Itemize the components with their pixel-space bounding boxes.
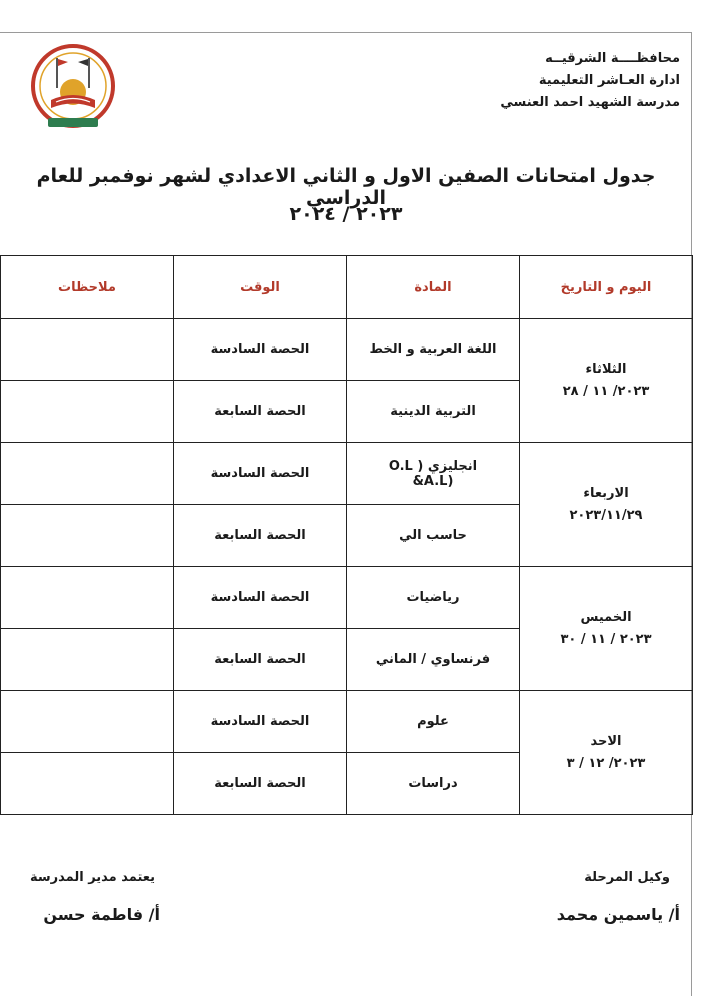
day-date-cell bbox=[520, 443, 693, 567]
header-subject: المادة bbox=[347, 256, 520, 319]
notes-cell bbox=[1, 691, 174, 753]
day-date-cell bbox=[520, 691, 693, 815]
governorate-line: محافظــــة الشرقيــه bbox=[545, 51, 680, 66]
notes-cell bbox=[1, 443, 174, 505]
table-row bbox=[1, 691, 693, 753]
header-notes: ملاحظات bbox=[1, 256, 174, 319]
subject-cell: حاسب الي bbox=[347, 505, 520, 567]
administration-line: ادارة العـاشر التعليمية bbox=[538, 73, 680, 88]
subject-cell: التربية الدينية bbox=[347, 381, 520, 443]
header-time: الوقت bbox=[174, 256, 347, 319]
day-name: الثلاثاء bbox=[585, 361, 627, 377]
subject-cell: فرنساوي / الماني bbox=[347, 629, 520, 691]
notes-cell bbox=[1, 753, 174, 815]
table-row bbox=[1, 567, 693, 629]
subject-line-2: (A.L& bbox=[412, 473, 454, 489]
notes-cell bbox=[1, 567, 174, 629]
subject-cell bbox=[347, 443, 520, 505]
principal-label: يعتمد مدير المدرسة bbox=[29, 870, 155, 885]
school-header bbox=[500, 48, 680, 114]
academic-year: ٢٠٢٣ / ٢٠٢٤ bbox=[289, 203, 403, 225]
exam-date: ٢٠٢٣ / ١١ / ٣٠ bbox=[560, 631, 652, 647]
subject-cell: رياضيات bbox=[347, 567, 520, 629]
exam-date: ٢٠٢٣/١١/٢٩ bbox=[569, 507, 643, 523]
subject-line-1: انجليزي ( O.L bbox=[388, 458, 478, 474]
day-name: الخميس bbox=[580, 609, 632, 625]
day-name: الاربعاء bbox=[583, 485, 629, 501]
exam-date: ٢٠٢٣/ ١١ / ٢٨ bbox=[562, 383, 650, 399]
stage-agent-name: أ/ ياسمين محمد bbox=[556, 905, 680, 924]
day-name: الاحد bbox=[590, 733, 622, 749]
notes-cell bbox=[1, 505, 174, 567]
header-day-date: اليوم و التاريخ bbox=[520, 256, 693, 319]
table-row bbox=[1, 319, 693, 381]
table-header-row bbox=[1, 256, 693, 319]
time-cell: الحصة السادسة bbox=[174, 443, 347, 505]
time-cell: الحصة السابعة bbox=[174, 629, 347, 691]
exam-schedule-table bbox=[0, 255, 693, 815]
day-date-cell bbox=[520, 319, 693, 443]
exam-date: ٢٠٢٣/ ١٢ / ٣ bbox=[566, 755, 646, 771]
subject-cell: اللغة العربية و الخط bbox=[347, 319, 520, 381]
time-cell: الحصة السابعة bbox=[174, 753, 347, 815]
notes-cell bbox=[1, 629, 174, 691]
day-date-cell bbox=[520, 567, 693, 691]
time-cell: الحصة السادسة bbox=[174, 567, 347, 629]
subject-cell: علوم bbox=[347, 691, 520, 753]
notes-cell bbox=[1, 381, 174, 443]
principal-name: أ/ فاطمة حسن bbox=[43, 905, 160, 924]
time-cell: الحصة السابعة bbox=[174, 381, 347, 443]
stage-agent-label: وكيل المرحلة bbox=[584, 870, 670, 885]
subject-cell: دراسات bbox=[347, 753, 520, 815]
document-title: جدول امتحانات الصفين الاول و الثاني الاعدادي لشهر نوفمبر للعام الدراسي bbox=[36, 165, 656, 209]
notes-cell bbox=[1, 319, 174, 381]
school-line: مدرسة الشهيد احمد العنسي bbox=[500, 95, 680, 110]
time-cell: الحصة السادسة bbox=[174, 319, 347, 381]
school-logo-icon bbox=[28, 42, 118, 134]
time-cell: الحصة السادسة bbox=[174, 691, 347, 753]
table-row bbox=[1, 443, 693, 505]
time-cell: الحصة السابعة bbox=[174, 505, 347, 567]
